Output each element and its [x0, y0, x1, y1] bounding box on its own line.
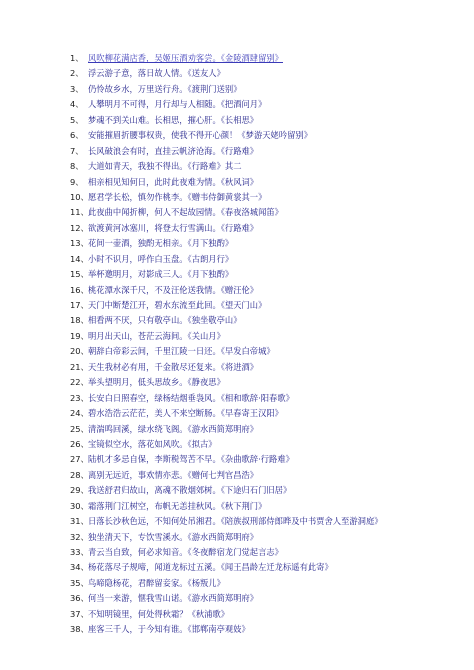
line-number: 24、: [70, 408, 89, 419]
poem-line: [70, 97, 465, 112]
line-number: 11、: [70, 207, 89, 218]
poem-line-text: 天生我材必有用，千金散尽还复来。《将进酒》: [88, 361, 259, 372]
poem-line: [70, 483, 465, 498]
poem-line: [70, 221, 465, 236]
poem-line: [70, 313, 465, 328]
poem-line-link[interactable]: 风吹柳花满店香，吴姬压酒劝客尝。《金陵酒肆留别》: [88, 53, 283, 63]
line-number: 32、: [70, 531, 89, 542]
poem-line: [70, 468, 465, 483]
poem-line: [70, 375, 465, 390]
line-number: 21、: [70, 361, 89, 372]
line-number: 14、: [70, 253, 89, 264]
poem-line-text: 天门中断楚江开，碧水东流至此回。《望天门山》: [88, 300, 267, 310]
line-number: 17、: [70, 300, 89, 310]
poem-line-text: 宝镜似空水，落花如风吹。《拟古》: [88, 438, 217, 449]
line-number: 27、: [70, 454, 89, 465]
line-number: 9、: [70, 176, 84, 187]
line-number: 4、: [70, 99, 84, 110]
poem-line: [70, 159, 465, 174]
poem-line-text: 大道如青天，我独不得出。《行路难》其二: [88, 161, 242, 172]
poem-line: [70, 128, 465, 143]
line-number: 25、: [70, 423, 89, 434]
poem-line: [70, 267, 465, 282]
poem-line-text: 人攀明月不可得，月行却与人相随。《把酒问月》: [88, 99, 267, 110]
poem-line: [70, 236, 465, 251]
poem-line-text: 长安白日照春空，绿杨结烟垂袅风。《相和歌辞·阳春歌》: [88, 392, 294, 403]
line-number: 28、: [70, 469, 89, 480]
line-number: 1、: [70, 53, 84, 63]
poem-line: [70, 175, 465, 190]
line-number: 23、: [70, 392, 89, 403]
poem-line-text: 浮云游子意，落日故人情。《送友人》: [88, 68, 225, 79]
poem-line-text: 青云当自致，何必求知音。《冬夜醉宿龙门觉起言志》: [88, 547, 283, 557]
poem-line-text: 欲渡黄河冰塞川，将登太行雪满山。《行路难》: [88, 222, 259, 233]
poem-line-text: 举头望明月，低头思故乡。《静夜思》: [88, 377, 225, 388]
poem-line: [70, 66, 465, 81]
line-number: 31、: [70, 516, 89, 527]
poem-line-text: 相看两不厌，只有敬亭山。《独坐敬亭山》: [88, 315, 242, 326]
poem-line: [70, 344, 465, 359]
poem-line-list: [70, 51, 465, 638]
line-number: 22、: [70, 377, 89, 388]
poem-line-text: 日落长沙秋色远，不知何处吊湘君。《陪族叔刑部侍郎晔及中书贾舍人至游洞庭》: [88, 516, 383, 527]
poem-line: [70, 406, 465, 421]
poem-line: [70, 499, 465, 514]
poem-line: [70, 514, 465, 529]
line-number: 6、: [70, 130, 84, 141]
line-number: 34、: [70, 562, 89, 573]
poem-line-text: 此夜曲中闻折柳，何人不起故园情。《春夜洛城闻笛》: [88, 207, 283, 218]
poem-line-text: 明月出天山，苍茫云海间。《关山月》: [88, 330, 225, 341]
poem-line-text: 桃花潭水深千尺，不及汪伦送我情。《赠汪伦》: [88, 284, 259, 295]
poem-line: [70, 82, 465, 97]
line-number: 13、: [70, 238, 89, 249]
line-number: 12、: [70, 222, 89, 233]
line-number: 2、: [70, 68, 84, 79]
poem-line-text: 离别无远近，事欢情亦悲。《赠何七判官昌浩》: [88, 469, 259, 480]
line-number: 35、: [70, 577, 89, 588]
poem-line-text: 长风破浪会有时，直挂云帆济沧海。《行路难》: [88, 145, 259, 156]
line-number: 29、: [70, 485, 89, 496]
poem-line-text: 举杯邀明月，对影成三人。《月下独酌》: [88, 269, 234, 280]
poem-line: [70, 622, 465, 637]
poem-line[interactable]: [70, 51, 465, 66]
poem-line: [70, 422, 465, 437]
poem-line: [70, 452, 465, 467]
poem-line-text: 陆机才多忌自保，李斯税驾苦不早。《杂曲歌辞·行路难》: [88, 454, 294, 465]
poem-line-text: 小时不识月，呼作白玉盘。《古朗月行》: [88, 253, 234, 264]
poem-line-text: 相亲相见知何日，此时此夜难为情。《秋风词》: [88, 176, 259, 187]
line-number: 26、: [70, 438, 89, 449]
poem-line-text: 梦魂不到关山难。长相思，摧心肝。《长相思》: [88, 114, 259, 125]
poem-line: [70, 530, 465, 545]
poem-line-text: 鸟啼隐杨花，君醉留妾家。《杨叛儿》: [88, 577, 225, 588]
poem-line: [70, 283, 465, 298]
poem-line-text: 安能摧眉折腰事权贵，使我不得开心颜！《梦游天姥吟留别》: [88, 130, 313, 141]
poem-line: [70, 360, 465, 375]
line-number: 15、: [70, 269, 89, 280]
line-number: 8、: [70, 161, 84, 172]
poem-line: [70, 205, 465, 220]
line-number: 30、: [70, 500, 89, 511]
poem-line: [70, 576, 465, 591]
poem-line-text: 清湍鸣回溪，绿水绕飞阁。《游水西简郑明府》: [88, 423, 259, 434]
poem-line: [70, 144, 465, 159]
poem-line-text: 独坐清天下，专饮雪溪水。《游水西简郑明府》: [88, 531, 259, 542]
poem-line-text: 杨花落尽子规啼，闻道龙标过五溪。《闻王昌龄左迁龙标遥有此寄》: [88, 562, 333, 573]
poem-line-text: 朝辞白帝彩云间，千里江陵一日还。《早发白帝城》: [88, 346, 275, 357]
line-number: 18、: [70, 315, 89, 326]
line-number: 37、: [70, 608, 89, 619]
poem-line-text: 我送舒君归故山，离魂不散烟郊树。《下途归石门旧居》: [88, 485, 292, 496]
line-number: 33、: [70, 547, 89, 557]
poem-line-text: 何当一来游，惬我雪山诺。《游水西简郑明府》: [88, 593, 259, 604]
line-number: 10、: [70, 191, 89, 202]
poem-line-text: 花间一壶酒，独酌无相亲。《月下独酌》: [88, 238, 234, 249]
line-number: 20、: [70, 346, 89, 357]
poem-line: [70, 329, 465, 344]
line-number: 19、: [70, 330, 89, 341]
poem-line-text: 霜落荆门江树空，布帆无恙挂秋风。《秋下荆门》: [88, 500, 267, 511]
poem-line: [70, 113, 465, 128]
poem-line: [70, 591, 465, 606]
poem-line-text: 座客三千人，于今知有谁。《邯郸南亭观妓》: [88, 624, 250, 635]
poem-line: [70, 298, 465, 313]
line-number: 3、: [70, 83, 84, 94]
poem-line-text: 愿君学长松，慎勿作桃李。《赠韦侍御黄裳其一》: [88, 191, 267, 202]
line-number: 5、: [70, 114, 84, 125]
poem-line: [70, 252, 465, 267]
poem-line-text: 碧水浩浩云茫茫，美人不来空断肠。《早春寄王汉阳》: [88, 408, 283, 419]
line-number: 16、: [70, 284, 89, 295]
poem-line: [70, 607, 465, 622]
line-number: 36、: [70, 593, 89, 604]
poem-line: [70, 391, 465, 406]
poem-line: [70, 560, 465, 575]
poem-line: [70, 190, 465, 205]
poem-line-text: 不知明镜里，何处得秋霜？《秋浦歌》: [88, 608, 230, 619]
poem-line: [70, 437, 465, 452]
poem-line: [70, 545, 465, 560]
poem-line-text: 仍怜故乡水，万里送行舟。《渡荆门送别》: [88, 83, 242, 94]
line-number: 7、: [70, 145, 84, 156]
line-number: 38、: [70, 624, 89, 635]
